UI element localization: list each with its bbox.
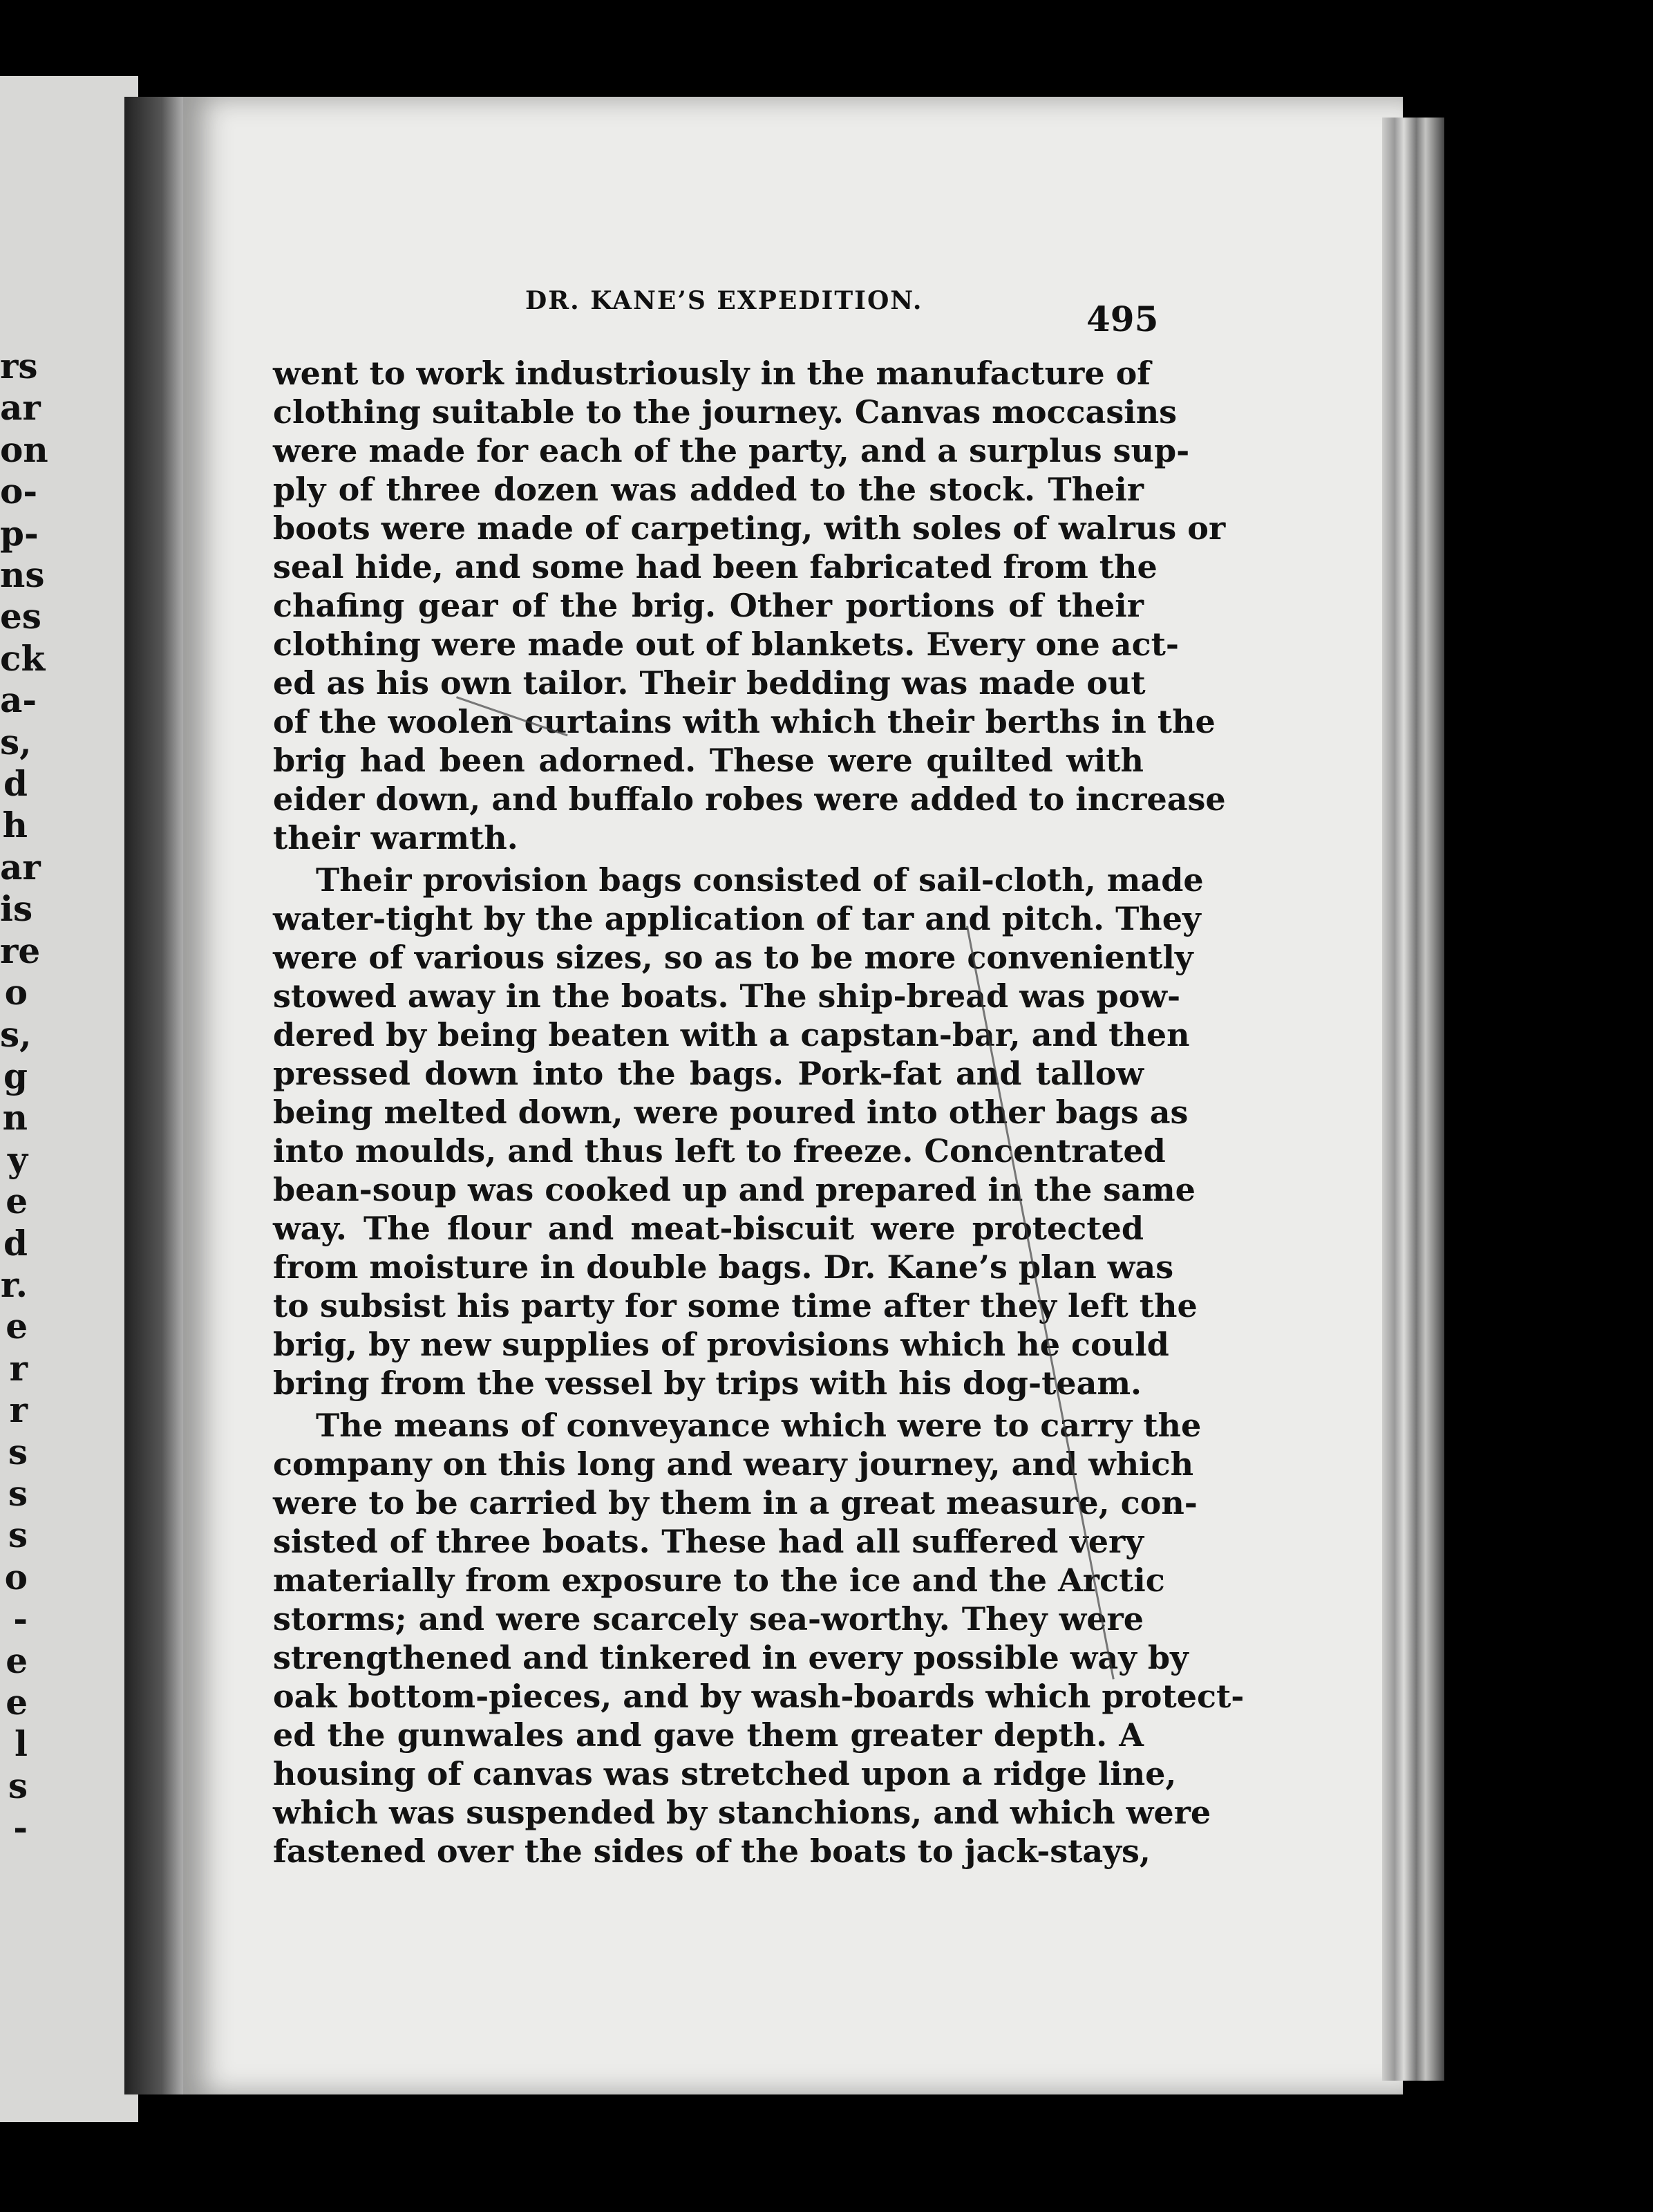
text-line: which was suspended by stanchions, and which were [273,1794,1211,1831]
facing-page-fragment: s, [0,1013,32,1055]
facing-page-fragment: e [6,1181,28,1222]
text-line: company on this long and weary journey, and which [273,1445,1194,1483]
facing-page-fragment: s [8,1515,28,1556]
facing-page-fragment: e [6,1640,28,1681]
facing-page-fragment: s, [0,721,32,762]
text-line: The means of conveyance which were to carry the [316,1407,1202,1444]
facing-page-fragment: is [0,888,33,930]
text-line: of the woolen curtains with which their berths in the [273,703,1216,740]
facing-page-fragment: rs [0,346,38,386]
text-line: from moisture in double bags. Dr. Kane’s plan was [273,1248,1174,1286]
facing-page-fragment: re [0,930,41,971]
facing-page-fragment: on [0,429,48,470]
text-line: fastened over the sides of the boats to jack-stays, [273,1833,1151,1870]
page-stack-edge [1382,118,1444,2081]
text-line: brig, by new supplies of provisions which he could [273,1326,1169,1363]
facing-page-fragment: y [7,1138,28,1180]
facing-page-fragment: d [3,1222,28,1264]
facing-page-fragment: r [9,1389,28,1431]
text-line: pressed down into the bags. Pork-fat and tallow [273,1055,1144,1092]
facing-page-fragment: s [8,1472,28,1514]
text-line: went to work industriously in the manufacture of [273,355,1151,392]
text-line: being melted down, were poured into other bags as [273,1094,1189,1131]
text-line: their warmth. [273,819,518,856]
facing-page-fragment: g [3,1055,28,1096]
text-line: materially from exposure to the ice and the Arctic [273,1562,1165,1599]
text-line: way. The flour and meat-biscuit were protected [273,1210,1144,1247]
facing-page-fragment: ar [0,387,41,429]
text-line: brig had been adorned. These were quilted with [273,742,1144,779]
facing-page-fragment: h [2,805,28,846]
facing-page-fragment: o [4,1556,28,1597]
facing-page-fragment: e [6,1682,28,1723]
facing-page-fragment: s [8,1431,28,1472]
text-line: water-tight by the application of tar and pitch. They [273,900,1201,937]
text-line: bean-soup was cooked up and prepared in the same [273,1171,1196,1208]
facing-page-fragment: ck [0,637,46,679]
page-number: 495 [1086,299,1159,339]
text-line: boots were made of carpeting, with soles of walrus or [273,509,1226,547]
body-text [273,354,1245,1874]
paragraph [273,861,1204,1403]
facing-page-fragment: l [15,1723,28,1765]
facing-page-fragment: r [9,1347,28,1389]
facing-page-text-fragments [0,346,48,1848]
text-line: oak bottom-pieces, and by wash-boards which protect- [273,1678,1245,1715]
text-line: sisted of three boats. These had all suffered very [273,1523,1144,1560]
text-line: were made for each of the party, and a surplus sup- [273,432,1190,469]
text-line: ply of three dozen was added to the stock. Their [273,471,1144,508]
text-line: seal hide, and some had been fabricated from the [273,548,1158,585]
text-line: clothing were made out of blankets. Every one act- [273,626,1179,663]
text-line: Their provision bags consisted of sail-cloth, made [316,861,1204,899]
running-title: DR. KANE’S EXPEDITION. [525,286,923,315]
text-line: were to be carried by them in a great measure, con- [273,1484,1198,1521]
text-line: to subsist his party for some time after they left the [273,1287,1198,1324]
facing-page-fragment: ar [0,846,41,888]
text-line: storms; and were scarcely sea-worthy. They were [273,1600,1144,1638]
facing-page-fragment: es [0,596,41,637]
facing-page-fragment: d [3,763,28,805]
text-line: clothing suitable to the journey. Canvas moccasins [273,393,1178,431]
text-line: eider down, and buffalo robes were added to increase [273,780,1226,818]
book-gutter [124,97,187,2094]
facing-page-fragment: - [13,1807,28,1848]
facing-page-fragment: - [13,1598,28,1640]
text-line: into moulds, and thus left to freeze. Concentrated [273,1132,1166,1170]
text-line: dered by being beaten with a capstan-bar, and then [273,1016,1190,1053]
facing-page-fragment: a- [0,679,37,721]
facing-page-fragment: n [2,1097,28,1138]
text-line: were of various sizes, so as to be more conveniently [273,939,1193,976]
text-line: ed as his own tailor. Their bedding was made out [273,664,1146,702]
text-line: strengthened and tinkered in every possible way by [273,1639,1189,1676]
facing-page-fragment: s [8,1765,28,1806]
text-line: ed the gunwales and gave them greater depth. A [273,1716,1144,1754]
paragraph [273,1406,1245,1871]
facing-page-fragment: ns [0,554,45,596]
facing-page-fragment: o- [0,471,38,512]
text-line: housing of canvas was stretched upon a ridge line, [273,1755,1177,1792]
text-line: bring from the vessel by trips with his dog-team. [273,1365,1142,1402]
facing-page-fragment: p- [0,512,39,554]
facing-page-fragment: e [6,1306,28,1347]
paragraph [273,354,1226,857]
facing-page-fragment: o [4,972,28,1013]
text-line: stowed away in the boats. The ship-bread was pow- [273,977,1181,1015]
facing-page-fragment: r. [0,1264,28,1305]
text-line: chafing gear of the brig. Other portions of their [273,587,1144,624]
